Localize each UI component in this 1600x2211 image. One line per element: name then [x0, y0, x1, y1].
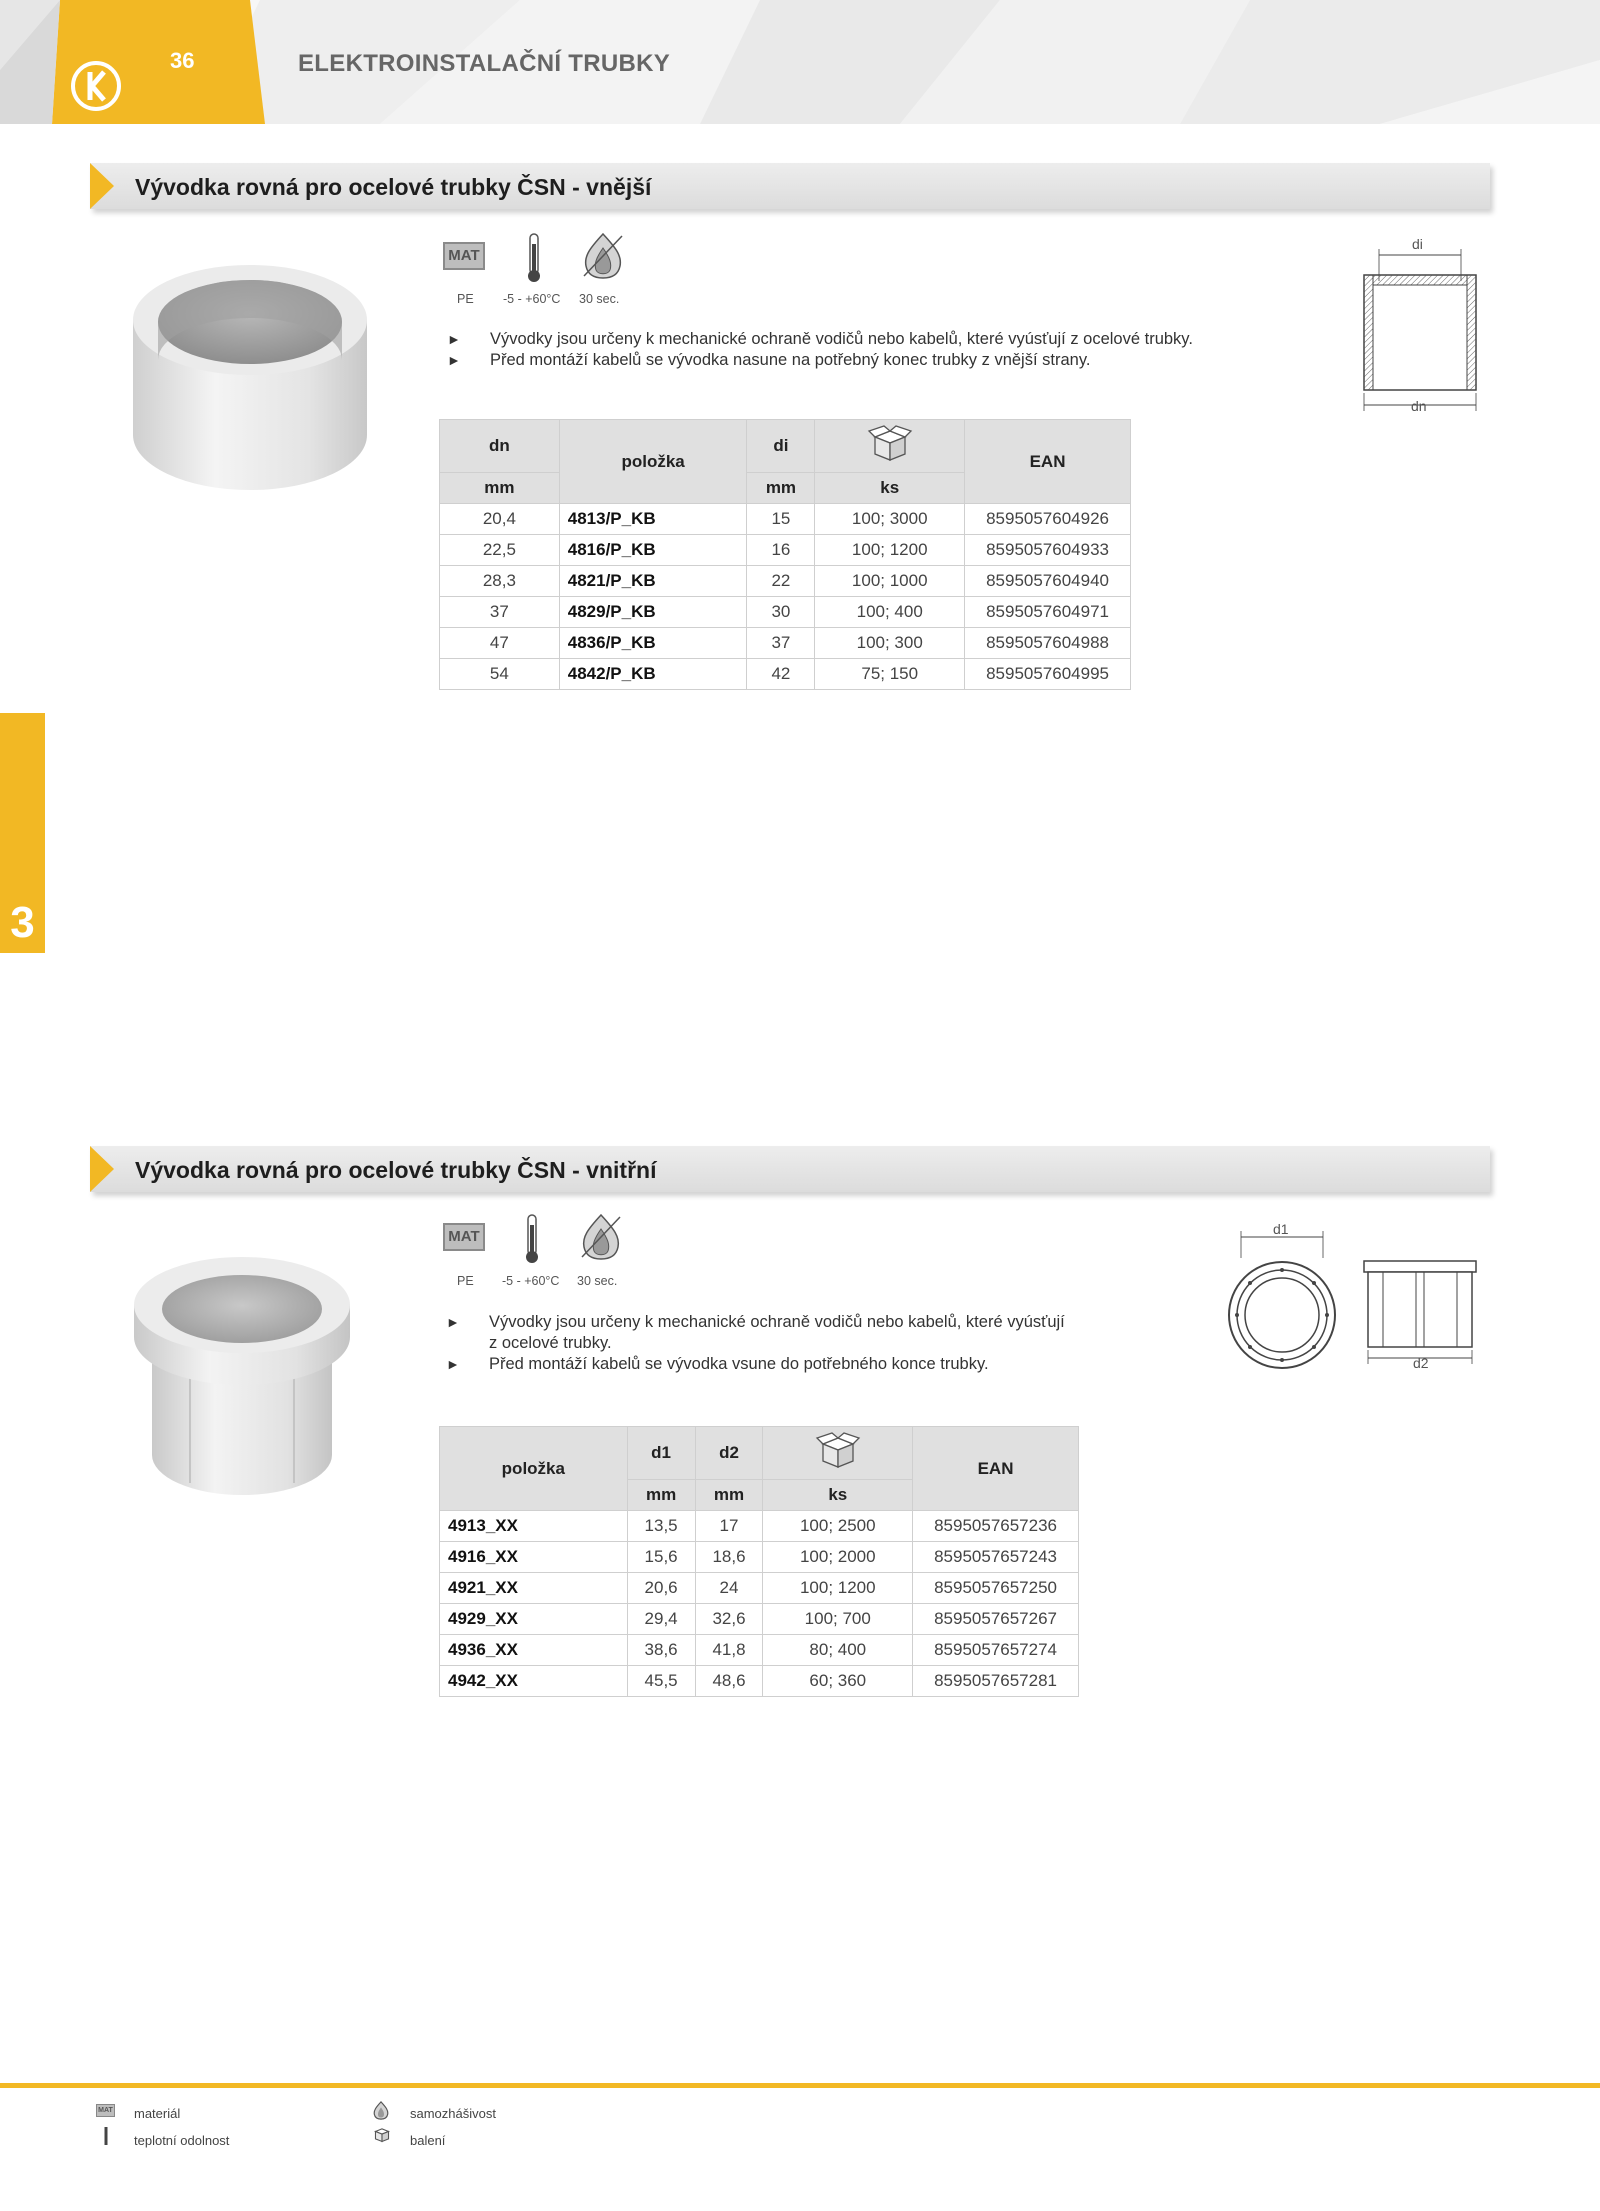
flame-icon: [580, 232, 626, 280]
drawing-label-d1: d1: [1273, 1221, 1289, 1237]
product-photo-inner-bushing: [130, 1245, 355, 1500]
column-header-ean: EAN: [965, 420, 1131, 504]
column-header-di: di: [747, 420, 815, 473]
self-extinguishing-value: 30 sec.: [577, 1274, 618, 1288]
legend-material-icon: MAT: [96, 2104, 115, 2117]
legend-flame-icon: [372, 2101, 390, 2120]
product-photo-outer-bushing: [125, 250, 375, 500]
column-header-packaging: [815, 420, 965, 473]
table-row: 47 4836/P_KB 37 100; 300 8595057604988: [440, 628, 1131, 659]
column-header-item: položka: [440, 1427, 628, 1511]
material-icon: MAT: [443, 1223, 485, 1251]
column-header-d1: d1: [627, 1427, 695, 1480]
box-icon: [815, 1432, 861, 1470]
unit-di: mm: [747, 473, 815, 504]
bullet-list: [447, 329, 1347, 371]
list-item: ► Před montáží kabelů se vývodka vsune do potřebného konce trubky.: [446, 1355, 989, 1373]
page-header-title: ELEKTROINSTALAČNÍ TRUBKY: [298, 50, 671, 77]
section-arrow-icon: [90, 163, 114, 209]
column-header-item: položka: [559, 420, 747, 504]
bullet-list: [446, 1312, 1166, 1375]
table-row: 22,5 4816/P_KB 16 100; 1200 8595057604933: [440, 535, 1131, 566]
legend-packaging: balení: [410, 2133, 446, 2148]
unit-ks: ks: [815, 473, 965, 504]
bullet-arrow-icon: ►: [446, 1356, 460, 1372]
list-item: ► Vývodky jsou určeny k mechanické ochraně vodičů nebo kabelů, které vyúsťují z ocelové trubky.: [447, 330, 1193, 348]
product-table: [439, 419, 1131, 690]
table-row: 54 4842/P_KB 42 75; 150 8595057604995: [440, 659, 1131, 690]
box-icon: [867, 425, 913, 463]
section-title: Vývodka rovná pro ocelové trubky ČSN - vnější: [135, 174, 652, 200]
thermometer-icon: [524, 1213, 540, 1265]
chapter-number: 3: [10, 898, 35, 947]
column-header-dn: dn: [440, 420, 560, 473]
legend-temperature: teplotní odolnost: [134, 2133, 230, 2148]
technical-drawing-inner: [1218, 1218, 1478, 1378]
material-value: PE: [457, 292, 474, 306]
drawing-label-d2: d2: [1413, 1355, 1429, 1371]
material-icon: MAT: [443, 242, 485, 270]
product-table: [439, 1426, 1079, 1697]
technical-drawing-outer: [1355, 233, 1485, 423]
unit-d2: mm: [695, 1480, 763, 1511]
legend-self-extinguishing: samozhášivost: [410, 2106, 496, 2121]
column-header-ean: EAN: [913, 1427, 1079, 1511]
table-row: 37 4829/P_KB 30 100; 400 8595057604971: [440, 597, 1131, 628]
material-value: PE: [457, 1274, 474, 1288]
page-number: 36: [170, 48, 195, 73]
section-title-bar: [90, 163, 1490, 209]
drawing-label-di: di: [1412, 236, 1423, 252]
section-arrow-icon: [90, 1146, 114, 1192]
unit-d1: mm: [627, 1480, 695, 1511]
table-row: 20,4 4813/P_KB 15 100; 3000 8595057604926: [440, 504, 1131, 535]
table-row: 4936_XX 38,6 41,8 80; 400 8595057657274: [440, 1635, 1079, 1666]
footer-divider: [0, 2083, 1600, 2088]
legend-material: materiál: [134, 2106, 181, 2121]
thermometer-icon: [526, 232, 542, 284]
table-row: 4916_XX 15,6 18,6 100; 2000 8595057657243: [440, 1542, 1079, 1573]
table-row: 4942_XX 45,5 48,6 60; 360 8595057657281: [440, 1666, 1079, 1697]
column-header-packaging: [763, 1427, 913, 1480]
flame-icon: [578, 1213, 624, 1261]
temperature-value: -5 - +60°C: [503, 292, 561, 306]
bullet-arrow-icon: ►: [447, 331, 461, 347]
bullet-arrow-icon: ►: [446, 1314, 460, 1330]
section-title-bar: [90, 1146, 1490, 1192]
table-row: 4929_XX 29,4 32,6 100; 700 8595057657267: [440, 1604, 1079, 1635]
column-header-d2: d2: [695, 1427, 763, 1480]
table-row: 4921_XX 20,6 24 100; 1200 8595057657250: [440, 1573, 1079, 1604]
company-logo: [70, 60, 122, 112]
table-row: 28,3 4821/P_KB 22 100; 1000 8595057604940: [440, 566, 1131, 597]
section-title: Vývodka rovná pro ocelové trubky ČSN - vnitřní: [135, 1157, 657, 1183]
unit-ks: ks: [763, 1480, 913, 1511]
legend-thermometer-icon: [103, 2127, 109, 2145]
self-extinguishing-value: 30 sec.: [579, 292, 620, 306]
list-item: ► Před montáží kabelů se vývodka nasune na potřebný konec trubky z vnější strany.: [447, 351, 1091, 369]
bullet-arrow-icon: ►: [447, 352, 461, 368]
legend-box-icon: [372, 2126, 392, 2143]
temperature-value: -5 - +60°C: [502, 1274, 560, 1288]
unit-dn: mm: [440, 473, 560, 504]
list-item: ► Vývodky jsou určeny k mechanické ochraně vodičů nebo kabelů, které vyúsťují z ocelové trubky.: [446, 1313, 1065, 1352]
drawing-label-dn: dn: [1411, 398, 1427, 414]
table-row: 4913_XX 13,5 17 100; 2500 8595057657236: [440, 1511, 1079, 1542]
header-background: [0, 0, 1600, 124]
